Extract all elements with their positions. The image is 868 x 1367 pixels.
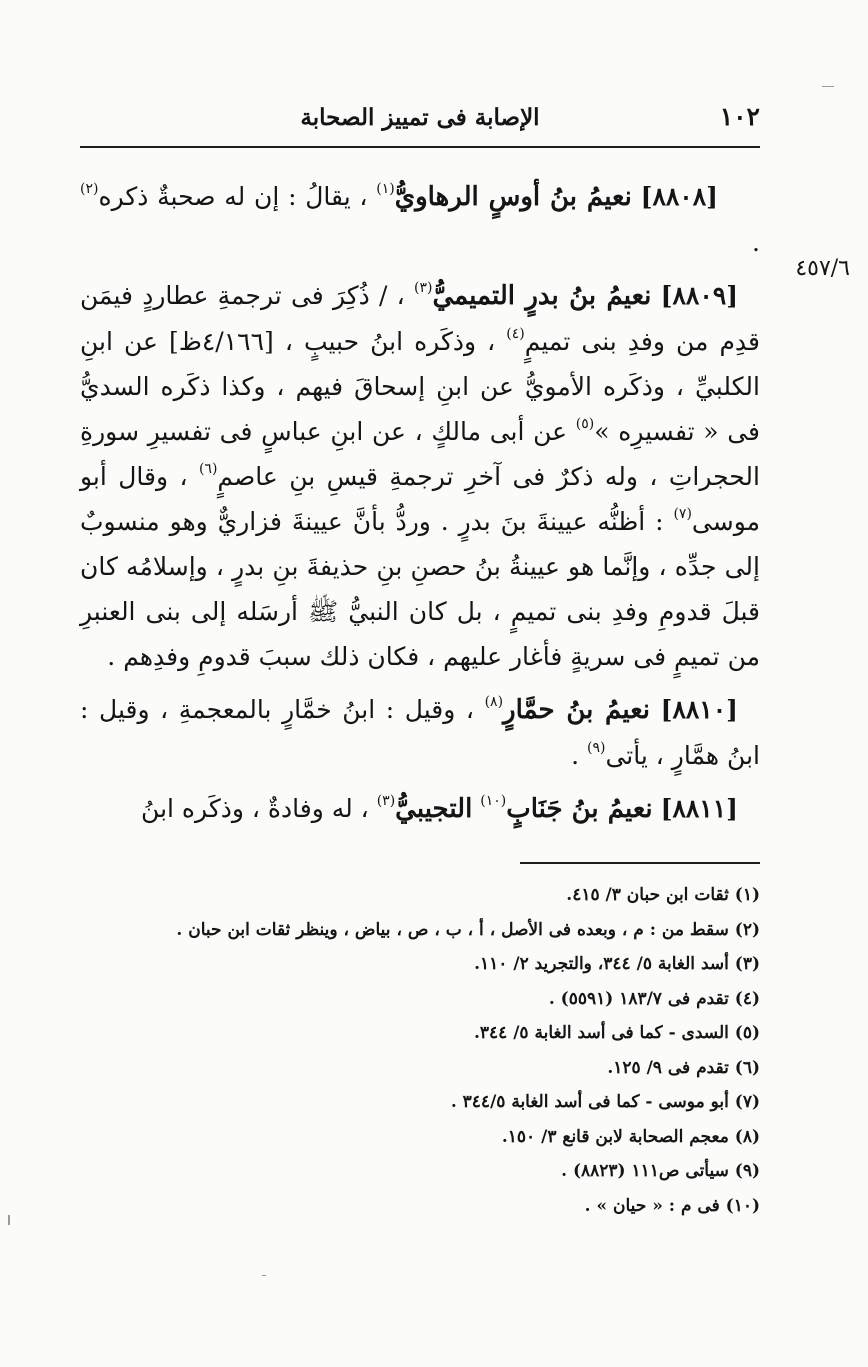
footnote-ref: (٤) — [506, 326, 525, 342]
footnote-ref: (١٠) — [480, 793, 507, 809]
footnote-ref: (٣) — [413, 280, 433, 296]
footnote-ref: (٧) — [673, 506, 692, 522]
page-number: ١٠٢ — [719, 102, 760, 131]
entry-8808 — [80, 174, 760, 265]
entry-text: ، يقالُ : إن له صحبةٌ ذكره — [98, 182, 368, 211]
entry-name: نعيمُ بنُ بدرٍ التميميُّ — [432, 281, 652, 311]
book-title: الإصابة فى تمييز الصحابة — [300, 104, 540, 131]
footnote-rule — [520, 862, 760, 864]
entry-number: [٨٨١٠] — [660, 695, 738, 724]
entry-text: ، وقيل : ابنُ خمَّارٍ بالمعجمةِ ، وقيل : ابنُ همَّارٍ ، يأتى — [80, 695, 760, 770]
entry-number: [٨٨١١] — [660, 794, 738, 823]
footnote: (٨) معجم الصحابة لابن قانع ٣/ ١٥٠. — [501, 1126, 760, 1147]
footnote: (٣) أسد الغابة ٥/ ٣٤٤، والتجريد ٢/ ١١٠. — [474, 954, 760, 974]
footnote: (٢) سقط من : م ، وبعده فى الأصل ، أ ، ب ، ص ، بياض ، وينظر ثقات ابن حبان . — [176, 919, 760, 940]
footnote-ref: (٣) — [376, 793, 396, 809]
main-text — [80, 174, 760, 840]
scan-speck — [822, 86, 834, 87]
entry-text: ، وقال أبو موسى — [80, 462, 760, 536]
entry-8810 — [80, 687, 760, 778]
entry-8809 — [80, 273, 760, 679]
entry-8811 — [80, 786, 760, 832]
entry-name: نعيمُ بنُ حمَّارٍ — [503, 695, 650, 725]
footnote-ref: (١) — [376, 181, 395, 197]
footnote-ref: (٦) — [198, 461, 218, 477]
footnote: (٦) تقدم فى ٩/ ١٢٥. — [607, 1057, 760, 1078]
entry-name-part: التجيبيُّ — [395, 794, 473, 824]
entry-text: . — [571, 741, 580, 770]
entry-number: [٨٨٠٩] — [660, 281, 739, 310]
margin-reference: ٤٥٧/٦ — [795, 256, 850, 281]
entry-name: نعيمُ بنُ أوسٍ الرهاويُّ — [394, 182, 632, 212]
footnote-ref: (٥) — [575, 416, 595, 432]
footnote-ref: (٨) — [484, 694, 504, 710]
entry-text: ، له وفادةٌ ، وذكَره ابنُ — [141, 794, 369, 823]
footnote: (٤) تقدم فى ١٨٣/٧ (٥٥٩١) . — [548, 988, 760, 1009]
footnote-ref: (٢) — [80, 181, 99, 197]
entry-text: . — [752, 228, 760, 257]
header-rule — [80, 146, 760, 148]
footnote-ref: (٩) — [586, 740, 606, 756]
footnote: (٧) أبو موسى - كما فى أسد الغابة ٣٤٤/٥ . — [450, 1092, 760, 1112]
footnote: (١) ثقات ابن حبان ٣/ ٤١٥. — [566, 885, 760, 905]
running-header — [80, 100, 760, 140]
footnote: (١٠) فى م : « حيان » . — [584, 1195, 760, 1216]
footnotes — [80, 878, 760, 1223]
entry-text: ، / ذُكِرَ فى ترجمةِ عطاردٍ فيمَن قدِم من وفدِ بنى تميمٍ — [80, 281, 761, 356]
footnote: (٥) السدى - كما فى أسد الغابة ٥/ ٣٤٤. — [473, 1023, 760, 1043]
footnote: (٩) سيأتى ص١١١ (٨٨٢٣) . — [561, 1161, 760, 1181]
scan-speck — [262, 1275, 266, 1276]
entry-text: : أظنُّه عيينةَ بنَ بدرٍ . وردُّ بأنَّ عيينةَ فزاريٌّ وهو منسوبٌ إلى جدِّه ، وإنَّما هو عيينةُ بنُ حصنِ بنِ حذيفةَ بنِ بدرٍ ، وإسلامُه كان قبلَ قدومِ وفدِ بنى تميمٍ ، بل كان النبيُّ ﷺ أرسَله إلى بنى العنبرِ من تميمٍ فى سريةٍ فأغار عليهم ، فكان ذلك سببَ قدومِ وفدِهم . — [80, 507, 760, 671]
entry-name: نعيمُ بنُ جَنَابٍ — [506, 794, 653, 824]
entry-text: عن أبى مالكٍ ، عن ابنِ عباسٍ فى تفسيرِ سورةِ الحجراتِ ، وله ذكرٌ فى آخرِ ترجمةِ قيسِ بنِ عاصمٍ — [80, 417, 760, 491]
entry-number: [٨٨٠٨] — [640, 182, 718, 211]
scan-speck — [8, 1215, 10, 1225]
entry-text: ، وذكَره ابنُ حبيبٍ ، [٤/١٦٦ظ] عن ابنِ الكلبيِّ ، وذكَره الأمويُّ عن ابنِ إسحاقَ فيهم ، وكذا ذكَره السديُّ فى « تفسيرِه » — [80, 327, 761, 446]
